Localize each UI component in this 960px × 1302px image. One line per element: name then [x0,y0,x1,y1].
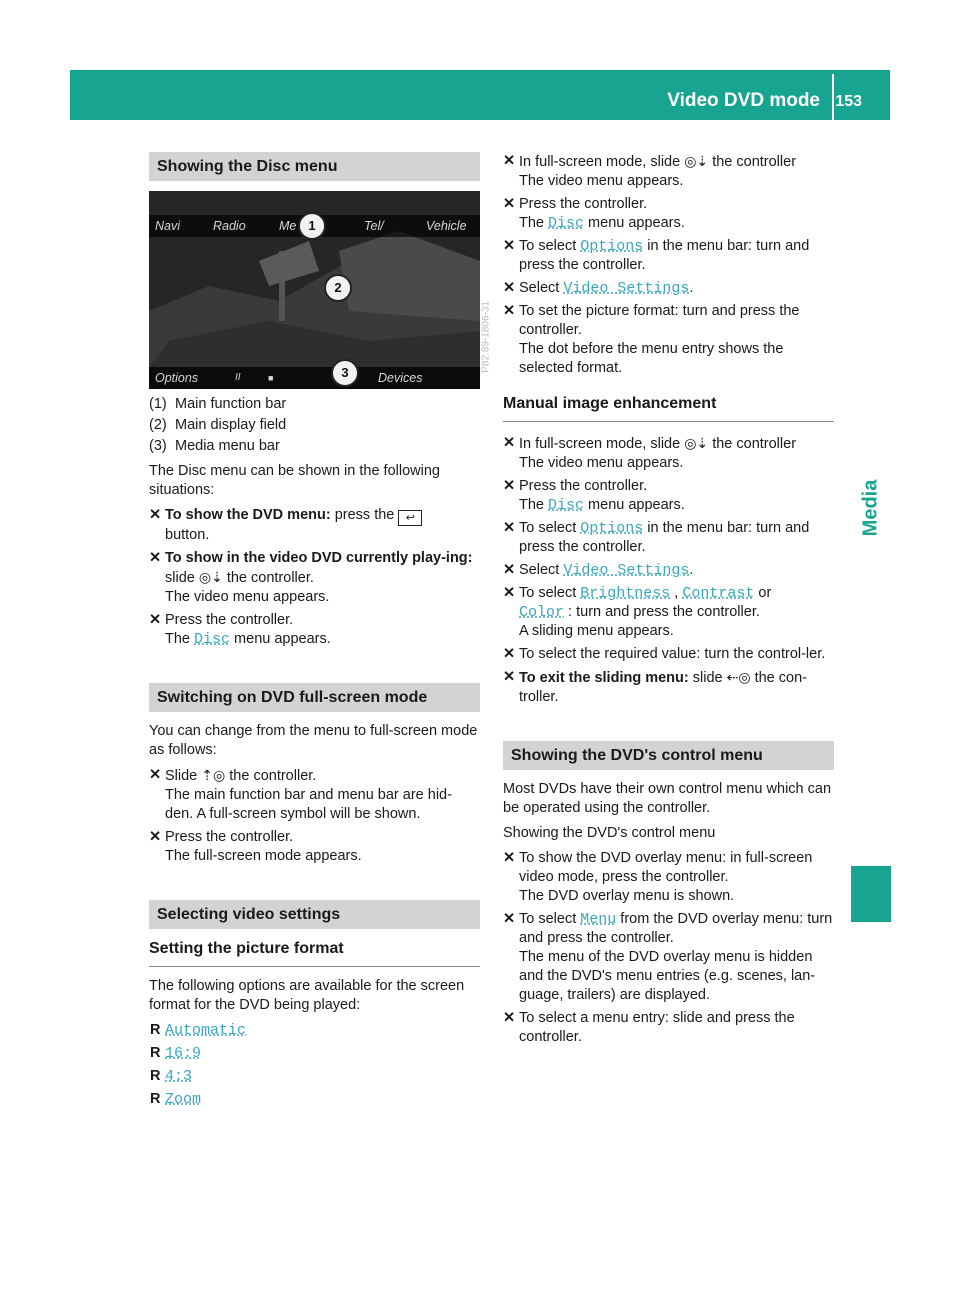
step-arrow-icon: ✕ [503,478,516,494]
ui-term-options: Options [580,520,644,537]
header-divider [832,74,834,120]
right-column [503,152,834,1051]
format-step-4: ✕ Select Video Settings. [503,280,694,297]
picture-format-intro: The following options are available for the screen format for the DVD being played: [149,978,465,1013]
disc-menu-intro: The Disc menu can be shown in the following situations: [149,463,440,498]
step-press-controller: ✕ Press the controller. The Disc menu appears. [149,612,331,648]
caption-3: (3) Media menu bar [149,438,280,454]
option-automatic: R Automatic [150,1022,247,1039]
format-step-5: ✕ To set the picture format: turn and press the controller. The dot before the menu entry shows the selected format. [503,303,800,376]
side-tab-label: Media [859,479,882,537]
step-arrow-icon: ✕ [149,612,162,628]
control-menu-intro-2: Showing the DVD's control menu [503,825,716,841]
option-zoom: R Zoom [150,1091,202,1108]
step-arrow-icon: ✕ [503,520,516,536]
control-menu-intro: Most DVDs have their own control menu which can be operated using the controller. [503,781,832,816]
manual-step-6: ✕ To select the required value: turn the control-ler. [503,646,826,662]
image-code: P82.89-1806-31 [481,301,492,373]
page-header [70,70,890,120]
screen-label-pause: II [235,372,241,383]
step-arrow-icon: ✕ [503,669,516,685]
step-arrow-icon: ✕ [503,280,516,296]
step-arrow-icon: ✕ [503,435,516,451]
caption-1: (1) Main function bar [149,396,287,412]
manual-step-7: ✕ To exit the sliding menu: slide ⇠◎ the con-troller. [503,669,807,705]
step-arrow-icon: ✕ [503,562,516,578]
format-step-3: ✕ To select Options in the menu bar: turn and press the controller. [503,238,810,273]
back-button-icon: ↩ [398,510,422,526]
manual-step-1: ✕ In full-screen mode, slide ◎⇣ the controller The video menu appears. [503,435,797,471]
screen-label-navi: Navi [155,219,181,233]
ui-term-menu: Menu [580,911,617,928]
ui-term-disc: Disc [548,215,585,232]
controller-slide-left-icon: ⇠◎ [726,669,751,685]
left-column [149,152,492,1113]
callout-3: 3 [331,359,359,387]
step-arrow-icon: ✕ [503,850,516,866]
ui-term-video-settings: Video Settings [563,280,690,297]
section-title-fullscreen: Switching on DVD full-screen mode [149,683,480,712]
screen-label-devices: Devices [378,371,423,385]
section-title-control-menu: Showing the DVD's control menu [503,741,834,770]
step-arrow-icon: ✕ [149,829,162,845]
section-title-disc-menu: Showing the Disc menu [149,152,480,181]
caption-number: (2) [149,417,167,433]
caption-2: (2) Main display field [149,417,287,433]
step-arrow-icon: ✕ [149,767,162,783]
step-show-video-dvd: ✕ To show in the video DVD currently play-ing: slide ◎⇣ the controller. The video menu appears. [149,550,473,605]
control-step-3: ✕ To select a menu entry: slide and press the controller. [503,1010,795,1045]
screen-label-tel: Tel/ [364,219,384,233]
caption-number: (3) [149,438,167,454]
step-press-fullscreen: ✕ Press the controller. The full-screen mode appears. [149,829,362,864]
fullscreen-intro: You can change from the menu to full-screen mode as follows: [149,723,478,758]
format-step-2: ✕ Press the controller. The Disc menu appears. [503,196,685,232]
option-16-9: R 16:9 [150,1045,202,1062]
side-tab-marker [851,866,891,922]
controller-slide-down-icon: ◎⇣ [684,153,709,169]
subhead-picture-format: Setting the picture format [149,939,480,967]
manual-step-4: ✕ Select Video Settings. [503,562,694,579]
subhead-manual-image: Manual image enhancement [503,394,834,422]
ui-term-brightness: Brightness [580,585,671,602]
format-step-1: ✕ In full-screen mode, slide ◎⇣ the controller The video menu appears. [503,153,797,189]
step-slide-up: ✕ Slide ⇡◎ the controller. The main function bar and menu bar are hid-den. A full-screen symbol will be shown. [149,767,452,822]
screen-label-media: Me [279,219,297,233]
step-arrow-icon: ✕ [149,507,162,523]
section-title-video-settings: Selecting video settings [149,900,480,929]
ui-term-color: Color [519,604,565,621]
ui-term-contrast: Contrast [682,585,755,602]
option-4-3: R 4:3 [150,1068,193,1085]
ui-term-disc: Disc [548,497,585,514]
step-show-dvd-menu: ✕ To show the DVD menu: press the ↩ button. [149,506,480,545]
disc-menu-screenshot [149,191,492,389]
callout-2: 2 [324,274,352,302]
ui-term-options: Options [580,238,644,255]
control-step-2: ✕ To select Menu from the DVD overlay menu: turn and press the controller. The menu of the DVD overlay menu is hidden and the DVD's menu entries (e.g. scenes, lan-guage, trailers) are displayed. [503,911,833,1003]
manual-step-2: ✕ Press the controller. The Disc menu appears. [503,478,685,514]
media-menu-bar [149,367,480,389]
step-arrow-icon: ✕ [503,646,516,662]
ui-term-disc: Disc [194,631,231,648]
ui-term-video-settings: Video Settings [563,562,690,579]
screen-label-vehicle: Vehicle [426,219,467,233]
caption-number: (1) [149,396,167,412]
screen-label-options: Options [155,371,199,385]
control-step-1: ✕ To show the DVD overlay menu: in full-screen video mode, press the controller. The DVD overlay menu is shown. [503,850,813,904]
controller-slide-up-icon: ⇡◎ [201,767,226,783]
manual-step-3: ✕ To select Options in the menu bar: turn and press the controller. [503,520,810,555]
callout-1: 1 [298,212,326,240]
controller-slide-down-icon: ◎⇣ [198,569,223,585]
side-tab [851,444,891,564]
step-arrow-icon: ✕ [503,238,516,254]
page-number: 153 [835,93,862,110]
step-arrow-icon: ✕ [503,196,516,212]
screen-label-stop: ■ [268,373,274,383]
manual-step-5: ✕ To select Brightness , Contrast or Color : turn and press the controller. A sliding menu appears. [503,585,772,639]
step-arrow-icon: ✕ [503,911,516,927]
step-arrow-icon: ✕ [503,153,516,169]
step-arrow-icon: ✕ [149,550,162,566]
chapter-title: Video DVD mode [667,90,820,111]
controller-slide-down-icon: ◎⇣ [684,435,709,451]
step-arrow-icon: ✕ [503,303,516,319]
step-arrow-icon: ✕ [503,585,516,601]
step-arrow-icon: ✕ [503,1010,516,1026]
screen-label-radio: Radio [213,219,246,233]
